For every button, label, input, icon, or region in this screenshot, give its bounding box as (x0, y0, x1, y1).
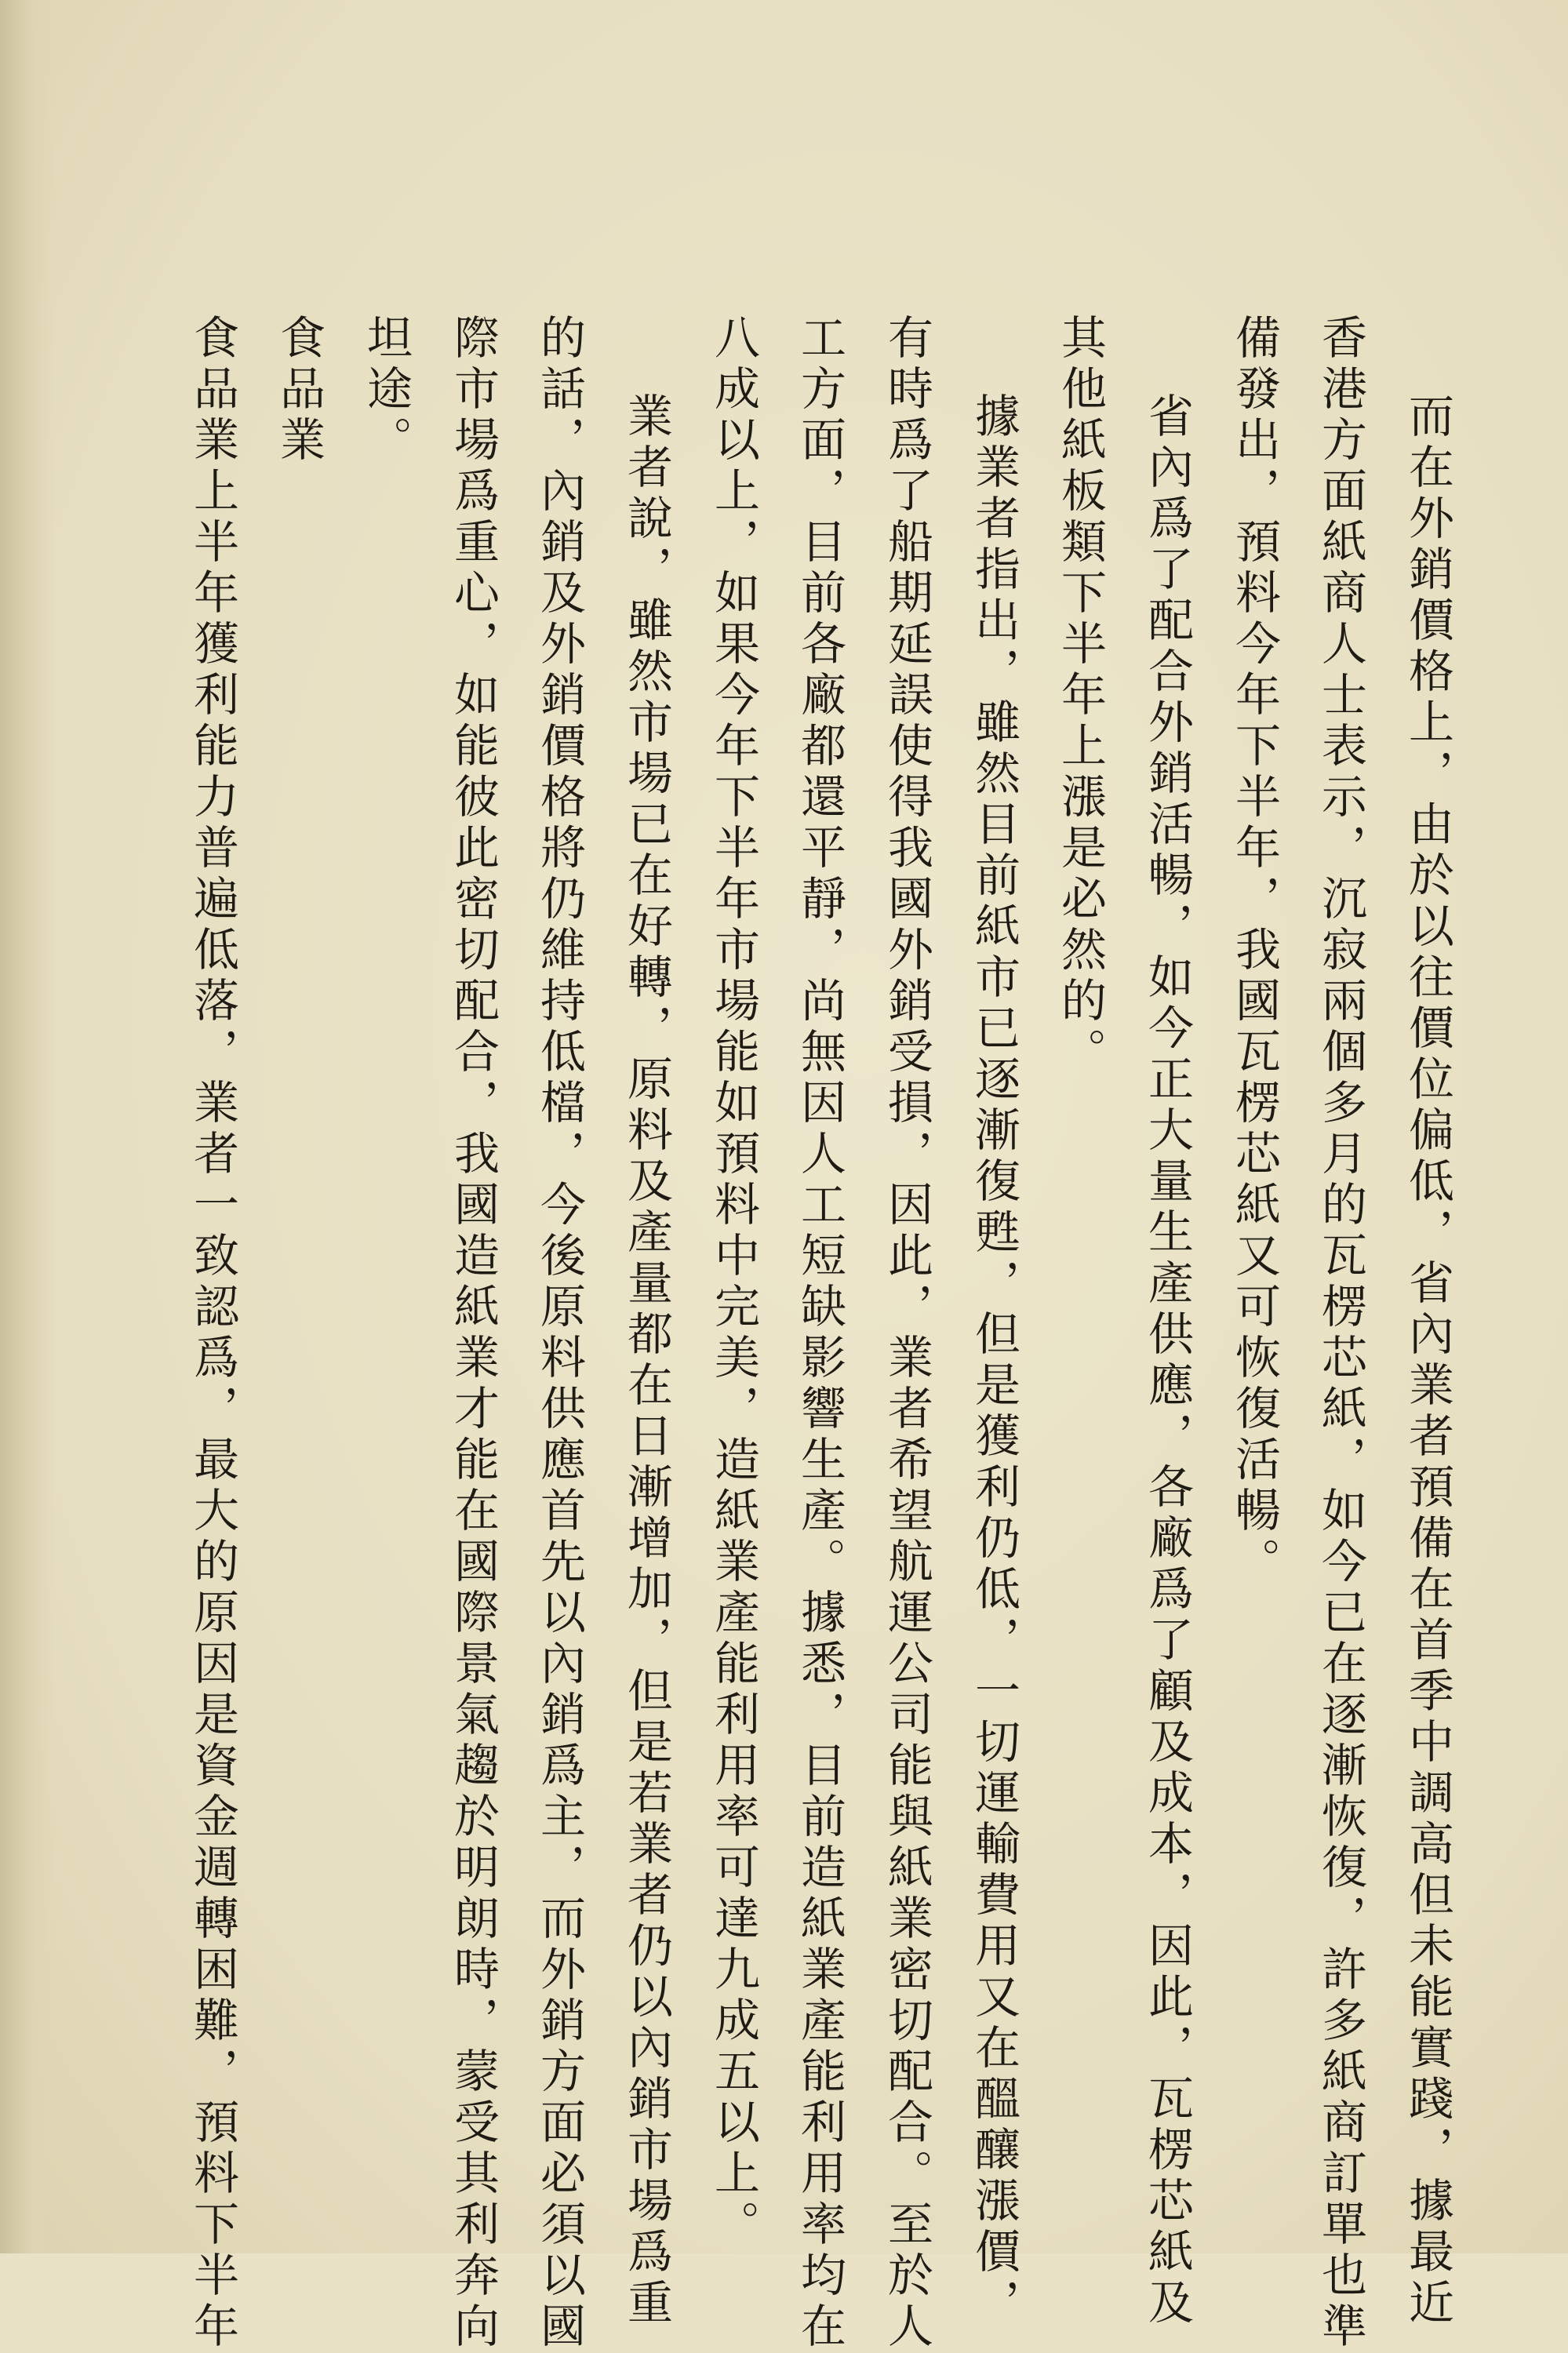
text-column-5: 其他紙板類下半年上漲是必然的。 (1053, 314, 1107, 1078)
text-column-4: 省內爲了配合外銷活暢，如今正大量生產供應，各廠爲了顧及成本，因此，瓦楞芯紙及 (1141, 392, 1194, 2329)
text-column-12: 際市場爲重心，如能彼此密切配合，我國造紙業才能在國際景氣趨於明朗時，蒙受其利奔向 (446, 314, 500, 2353)
text-column-7: 有時爲了船期延誤使得我國外銷受損，因此，業者希望航運公司能與紙業密切配合。至於人 (880, 314, 933, 2353)
text-column-13: 坦途。 (359, 314, 413, 467)
text-column-6: 據業者指出，雖然目前紙市已逐漸復甦，但是獲利仍低，一切運輸費用又在醞釀漲價， (967, 392, 1020, 2329)
text-column-11: 的話，內銷及外銷價格將仍維持低檔，今後原料供應首先以內銷爲主，而外銷方面必須以國 (533, 314, 586, 2353)
text-column-1: 而在外銷價格上，由於以往價位偏低，省內業者預備在首季中調高但未能實踐，據最近 (1401, 392, 1454, 2329)
section-heading: 食品業 (272, 314, 326, 467)
text-column-15: 食品業上半年獲利能力普遍低落，業者一致認爲，最大的原因是資金週轉困難，預料下半年 (186, 314, 239, 2353)
page-gutter (0, 0, 55, 2253)
text-column-3: 備發出，預料今年下半年，我國瓦楞芯紙又可恢復活暢。 (1228, 314, 1281, 1588)
text-column-2: 香港方面紙商人士表示，沉寂兩個多月的瓦楞芯紙，如今已在逐漸恢復，許多紙商訂單也準 (1314, 314, 1367, 2353)
text-column-10: 業者說，雖然市場已在好轉，原料及產量都在日漸增加，但是若業者仍以內銷市場爲重 (620, 392, 673, 2329)
text-column-9: 八成以上，如果今年下半年市場能如預料中完美，造紙業產能利用率可達九成五以上。 (707, 314, 760, 2251)
text-column-8: 工方面，目前各廠都還平靜，尚無因人工短缺影響生產。據悉，目前造紙業產能利用率均在 (793, 314, 846, 2353)
